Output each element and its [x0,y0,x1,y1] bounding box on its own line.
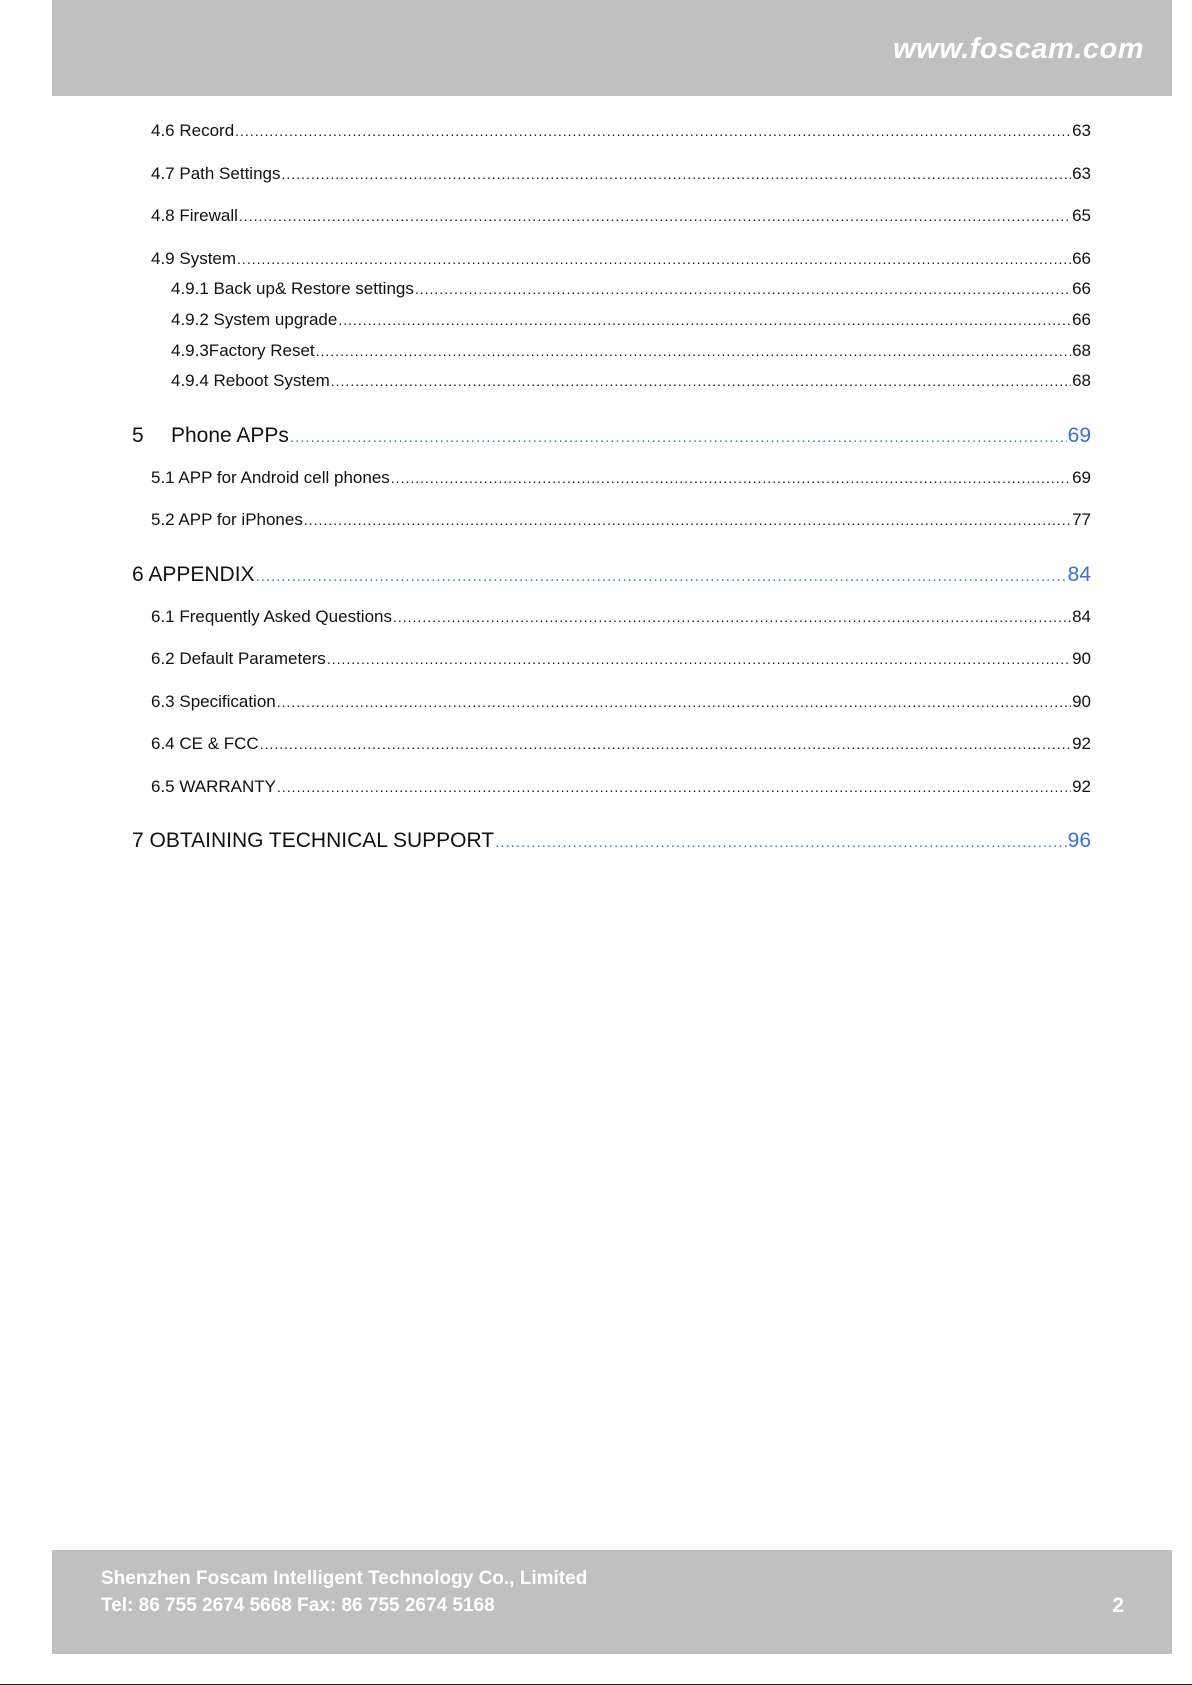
toc-leader-dots [415,282,1071,296]
toc-chapter[interactable] [132,424,1091,448]
toc-entry[interactable] [151,121,1091,141]
toc-leader-dots [316,344,1071,358]
toc-entry[interactable] [151,777,1091,797]
toc-leader-dots [304,513,1071,527]
toc-leader-dots [391,471,1071,485]
toc-leader-dots [495,835,1067,850]
toc-entry-title: 4.6 Record [151,121,235,140]
toc-leader-dots [260,737,1071,751]
toc-leader-dots [235,124,1071,138]
toc-entry-title: 6.4 CE & FCC [151,734,259,753]
toc-leader-dots [281,167,1071,181]
toc-chapter-title: 7 OBTAINING TECHNICAL SUPPORT [132,829,495,852]
toc-entry[interactable] [151,468,1091,488]
toc-entry-title: 4.8 Firewall [151,206,238,225]
toc-entry-title: 4.9.2 System upgrade [171,310,338,329]
toc-entry[interactable] [151,510,1091,530]
toc-entry-page: 66 [1072,249,1091,268]
toc-entry-page: 69 [1072,468,1091,487]
page-number: 2 [1112,1594,1124,1617]
toc-entry[interactable] [151,607,1091,627]
toc-entry-title: 6.1 Frequently Asked Questions [151,607,392,626]
toc-entry-page: 90 [1072,692,1091,711]
toc-entry-title: 6.2 Default Parameters [151,649,326,668]
toc-leader-dots [237,252,1071,266]
toc-leader-dots [277,780,1071,794]
toc-entry[interactable] [151,249,1091,269]
toc-entry-page: 65 [1072,206,1091,225]
toc-entry[interactable] [151,206,1091,226]
toc-entry-title: 4.9 System [151,249,237,268]
toc-leader-dots [393,610,1071,624]
toc-entry[interactable] [151,164,1091,184]
toc-leader-dots [331,374,1071,388]
toc-entry-page: 68 [1072,371,1091,390]
toc-leader-dots [277,695,1071,709]
toc-entry-page: 68 [1072,341,1091,360]
toc-entry-page: 63 [1072,121,1091,140]
toc-entry-page: 84 [1072,607,1091,626]
toc-entry-title: 6.5 WARRANTY [151,777,277,796]
toc-chapter[interactable] [132,563,1091,587]
toc-leader-dots [338,313,1071,327]
page-footer [52,1550,1172,1654]
toc-entry-title: 4.7 Path Settings [151,164,281,183]
toc-leader-dots [239,209,1071,223]
toc-entry[interactable] [171,341,1091,361]
toc-entry-title: 4.9.4 Reboot System [171,371,330,390]
footer-contact: Tel: 86 755 2674 5668 Fax: 86 755 2674 5168 [101,1595,495,1616]
toc-entry-page: 92 [1072,777,1091,796]
toc-entry-page: 63 [1072,164,1091,183]
header-url[interactable]: www.foscam.com [893,33,1144,65]
toc-entry[interactable] [171,371,1091,391]
toc-entry-title: 6.3 Specification [151,692,276,711]
footer-company: Shenzhen Foscam Intelligent Technology Co., Limited [101,1568,588,1589]
toc-entry-page: 66 [1072,310,1091,329]
toc-leader-dots [256,569,1067,584]
toc-entry[interactable] [151,692,1091,712]
toc-chapter-title: 6 APPENDIX [132,563,255,586]
toc-entry-page: 90 [1072,649,1091,668]
toc-chapter-title [132,424,289,448]
toc-entry-title: 5.1 APP for Android cell phones [151,468,390,487]
toc-entry[interactable] [151,649,1091,669]
toc-entry-page: 92 [1072,734,1091,753]
toc-entry-title: 4.9.1 Back up& Restore settings [171,279,414,298]
toc-chapter-number: 5 [132,424,144,447]
toc-entry-title: 4.9.3Factory Reset [171,341,315,360]
toc-entry-page: 66 [1072,279,1091,298]
toc-entry[interactable] [171,310,1091,330]
toc-leader-dots [290,430,1067,445]
toc-entry-title: 5.2 APP for iPhones [151,510,303,529]
toc-chapter-page: 96 [1067,829,1091,852]
toc-entry[interactable] [171,279,1091,299]
toc-chapter-page: 69 [1067,424,1091,447]
toc-chapter-label: Phone APPs [171,424,289,447]
toc-entry[interactable] [151,734,1091,754]
toc-chapter-page: 84 [1067,563,1091,586]
toc-entry-page: 77 [1072,510,1091,529]
toc-chapter[interactable] [132,829,1091,853]
toc-leader-dots [327,652,1071,666]
